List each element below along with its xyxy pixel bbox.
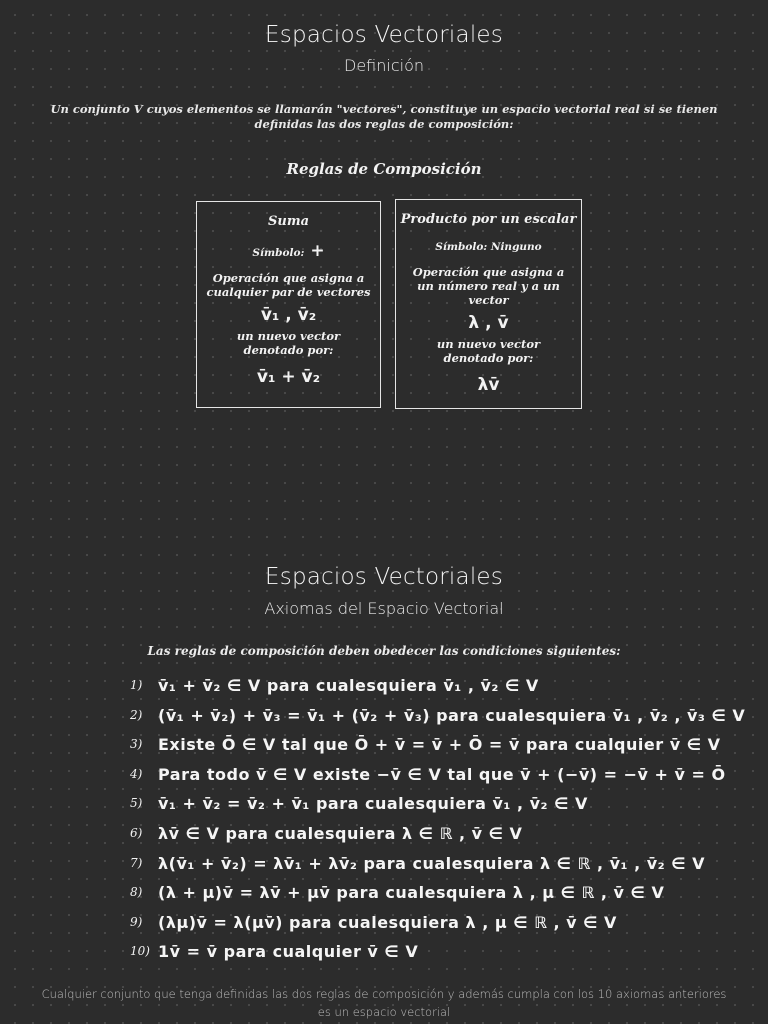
box-producto-operation: Operación que asigna a un número real y a un vector [412,265,565,307]
box-suma-symbol: Símbolo: + [252,241,325,261]
section2-intro: Las reglas de composición deben obedecer las condiciones siguientes: [147,644,621,658]
box-producto-operands: λ , v̄ [468,313,509,333]
rules-heading: Reglas de Composición [286,160,482,178]
section1-intro: Un conjunto V cuyos elementos se llamarán "vectores", constituye un espacio vectorial real si se tienen definidas las dos reglas de composición: [50,102,718,131]
box-producto-symbol: Símbolo: Ninguno [435,241,542,253]
axiom-10: 10) 1v̄ = v̄ para cualquier v̄ ∈ V [130,941,419,961]
axiom-3: 3) Existe Ō ∈ V tal que Ō + v̄ = v̄ + Ō = v̄ para cualquier v̄ ∈ V [130,734,721,754]
axiom-8: 8) (λ + μ)v̄ = λv̄ + μv̄ para cualesquiera λ , μ ∈ ℝ , v̄ ∈ V [130,882,665,902]
axiom-4: 4) Para todo v̄ ∈ V existe −v̄ ∈ V tal que v̄ + (−v̄) = −v̄ + v̄ = Ō [130,764,726,784]
box-producto-title: Producto por un escalar [400,212,577,227]
axiom-7: 7) λ(v̄₁ + v̄₂) = λv̄₁ + λv̄₂ para cualesquiera λ ∈ ℝ , v̄₁ , v̄₂ ∈ V [130,853,706,873]
box-producto-escalar [395,199,582,409]
plus-symbol: + [310,241,325,261]
section2-title: Espacios Vectoriales [265,564,503,590]
box-suma-result: v̄₁ + v̄₂ [256,367,321,387]
box-producto-result: λv̄ [477,375,500,395]
box-suma [196,201,381,408]
footer-note: Cualquier conjunto que tenga definidas las dos reglas de composición y además cumpla con los 10 axiomas anteriores es un espacio vectorial [41,987,727,1019]
axiom-1: 1) v̄₁ + v̄₂ ∈ V para cualesquiera v̄₁ , v̄₂ ∈ V [130,675,539,695]
axiom-9: 9) (λμ)v̄ = λ(μv̄) para cualesquiera λ , μ ∈ ℝ , v̄ ∈ V [130,912,617,932]
axiom-5: 5) v̄₁ + v̄₂ = v̄₂ + v̄₁ para cualesquiera v̄₁ , v̄₂ ∈ V [130,793,588,813]
axiom-2: 2) (v̄₁ + v̄₂) + v̄₃ = v̄₁ + (v̄₂ + v̄₃) para cualesquiera v̄₁ , v̄₂ , v̄₃ ∈ V [130,705,746,725]
box-suma-operation: Operación que asigna a cualquier par de vectores [206,271,371,299]
box-suma-title: Suma [267,214,310,229]
box-producto-result-label: un nuevo vector denotado por: [436,337,541,365]
box-suma-result-label: un nuevo vector denotado por: [236,329,341,357]
box-suma-operands: v̄₁ , v̄₂ [260,305,317,325]
section1-title: Espacios Vectoriales [265,22,503,48]
section2-subtitle: Axiomas del Espacio Vectorial [264,599,504,618]
axiom-6: 6) λv̄ ∈ V para cualesquiera λ ∈ ℝ , v̄ ∈ V [130,823,523,843]
section1-subtitle: Definición [344,56,424,75]
